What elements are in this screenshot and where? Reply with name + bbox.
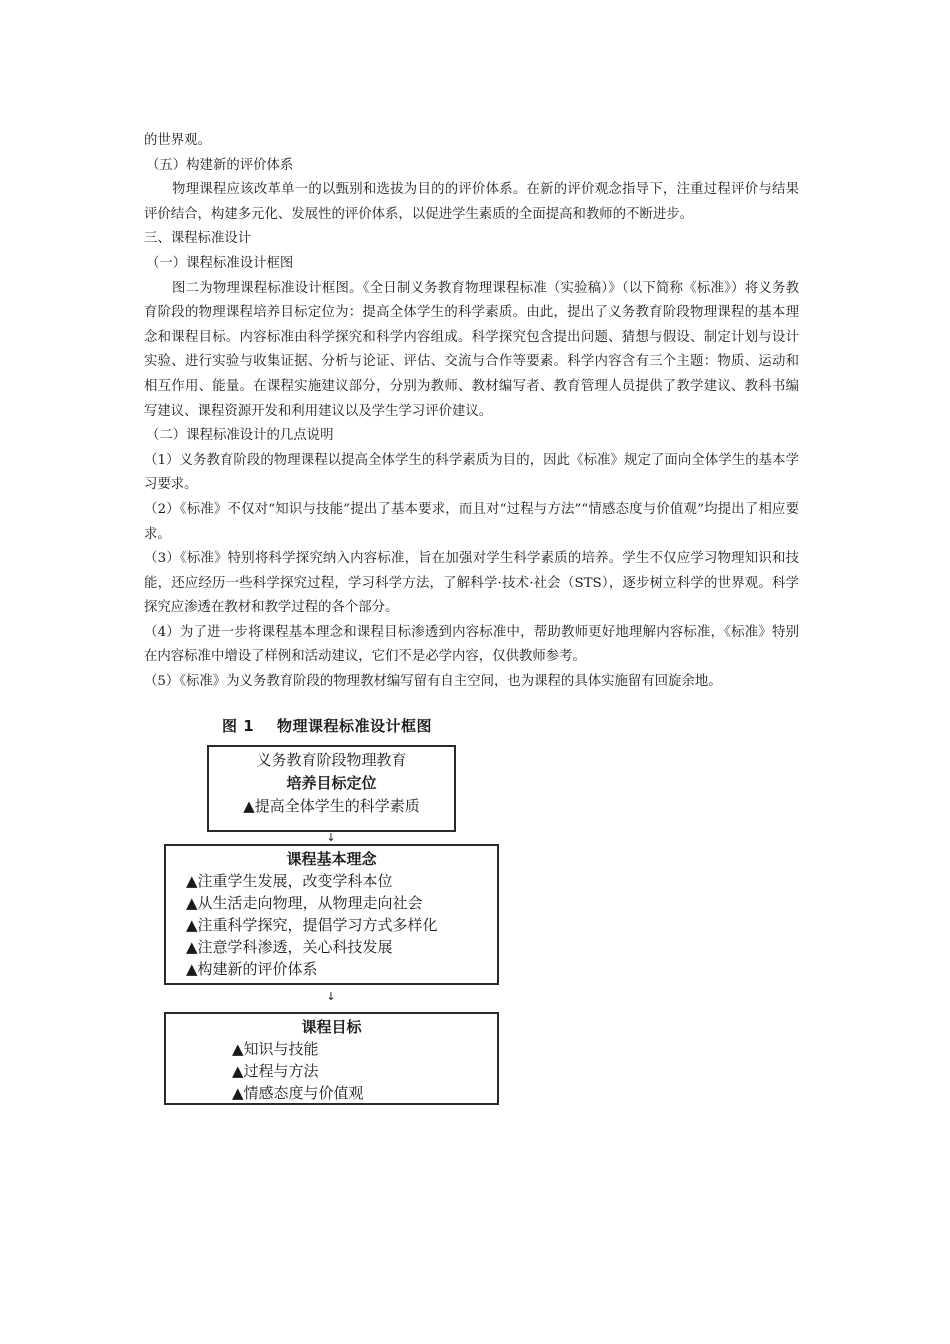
figure-title: 图 1 物理课程标准设计框图 (222, 717, 433, 735)
heading-evaluation-system: （五）构建新的评价体系 (146, 157, 294, 173)
body-text (144, 129, 799, 695)
framework-figure (160, 715, 505, 1115)
basic-concepts-title: 课程基本理念 (286, 850, 377, 868)
heading-section-three: 三、课程标准设计 (144, 231, 252, 247)
goal-item: ▲知识与技能 (232, 1040, 319, 1058)
goal-box-line-3: ▲提高全体学生的科学素质 (243, 797, 420, 815)
concept-item: ▲从生活走向物理，从物理走向社会 (186, 894, 423, 912)
down-arrow-icon: ↓ (326, 831, 336, 844)
heading-framework: （一）课程标准设计框图 (146, 255, 294, 271)
paragraph-continuation: 的世界观。 (144, 133, 211, 148)
goal-item: ▲情感态度与价值观 (232, 1084, 364, 1102)
course-goals-title: 课程目标 (301, 1018, 362, 1036)
goal-item: ▲过程与方法 (232, 1062, 319, 1080)
paragraph-evaluation: 物理课程应该改革单一的以甄别和选拔为目的的评价体系。在新的评价观念指导下，注重过程评价与结果评价结合，构建多元化、发展性的评价体系，以促进学生素质的全面提高和教师的不断进步。 (144, 182, 799, 222)
heading-notes: （二）课程标准设计的几点说明 (146, 428, 334, 444)
note-item-3: （3）《标准》特别将科学探究纳入内容标准，旨在加强对学生科学素质的培养。学生不仅应学习物理知识和技能，还应经历一些科学探究过程，学习科学方法，了解科学·技术·社会（STS），逐步树立科学的世界观。科学探究应渗透在教材和教学过程的各个部分。 (144, 551, 799, 616)
concept-item: ▲构建新的评价体系 (186, 960, 318, 978)
note-item-1: （1）义务教育阶段的物理课程以提高全体学生的科学素质为目的，因此《标准》规定了面向全体学生的基本学习要求。 (144, 452, 799, 493)
goal-positioning-box (207, 745, 456, 832)
note-item-5: （5）《标准》为义务教育阶段的物理教材编写留有自主空间，也为课程的具体实施留有回旋余地。 (144, 674, 722, 690)
note-item-4: （4）为了进一步将课程基本理念和课程目标渗透到内容标准中，帮助教师更好地理解内容标准，《标准》特别在内容标准中增设了样例和活动建议，它们不是必学内容，仅供教师参考。 (144, 624, 799, 665)
course-goals-box (164, 1012, 499, 1105)
down-arrow-icon: ↓ (326, 990, 336, 1003)
paragraph-framework: 图二为物理课程标准设计框图。《全日制义务教育物理课程标准（实验稿）》（以下简称《标准》）将义务教育阶段的物理课程培养目标定位为：提高全体学生的科学素质。由此，提出了义务教育阶段物理课程的基本理念和课程目标。内容标准由科学探究和科学内容组成。科学探究包含提出问题、猜想与假设、制定计划与设计实验、进行实验与收集证据、分析与论证、评估、交流与合作等要素。科学内容含有三个主题：物质、运动和相互作用、能量。在课程实施建议部分，分别为教师、教材编写者、教育管理人员提供了教学建议、教科书编写建议、课程资源开发和利用建议以及学生学习评价建议。 (144, 280, 799, 419)
goal-box-line-2: 培养目标定位 (286, 774, 377, 792)
basic-concepts-box (164, 844, 499, 985)
note-item-2: （2）《标准》不仅对“知识与技能”提出了基本要求，而且对“过程与方法”“情感态度与价值观”均提出了相应要求。 (144, 501, 799, 542)
concept-item: ▲注意学科渗透，关心科技发展 (186, 938, 393, 956)
concept-item: ▲注重学生发展，改变学科本位 (186, 872, 393, 890)
goal-box-line-1: 义务教育阶段物理教育 (256, 751, 407, 769)
concept-item: ▲注重科学探究，提倡学习方式多样化 (186, 916, 438, 934)
